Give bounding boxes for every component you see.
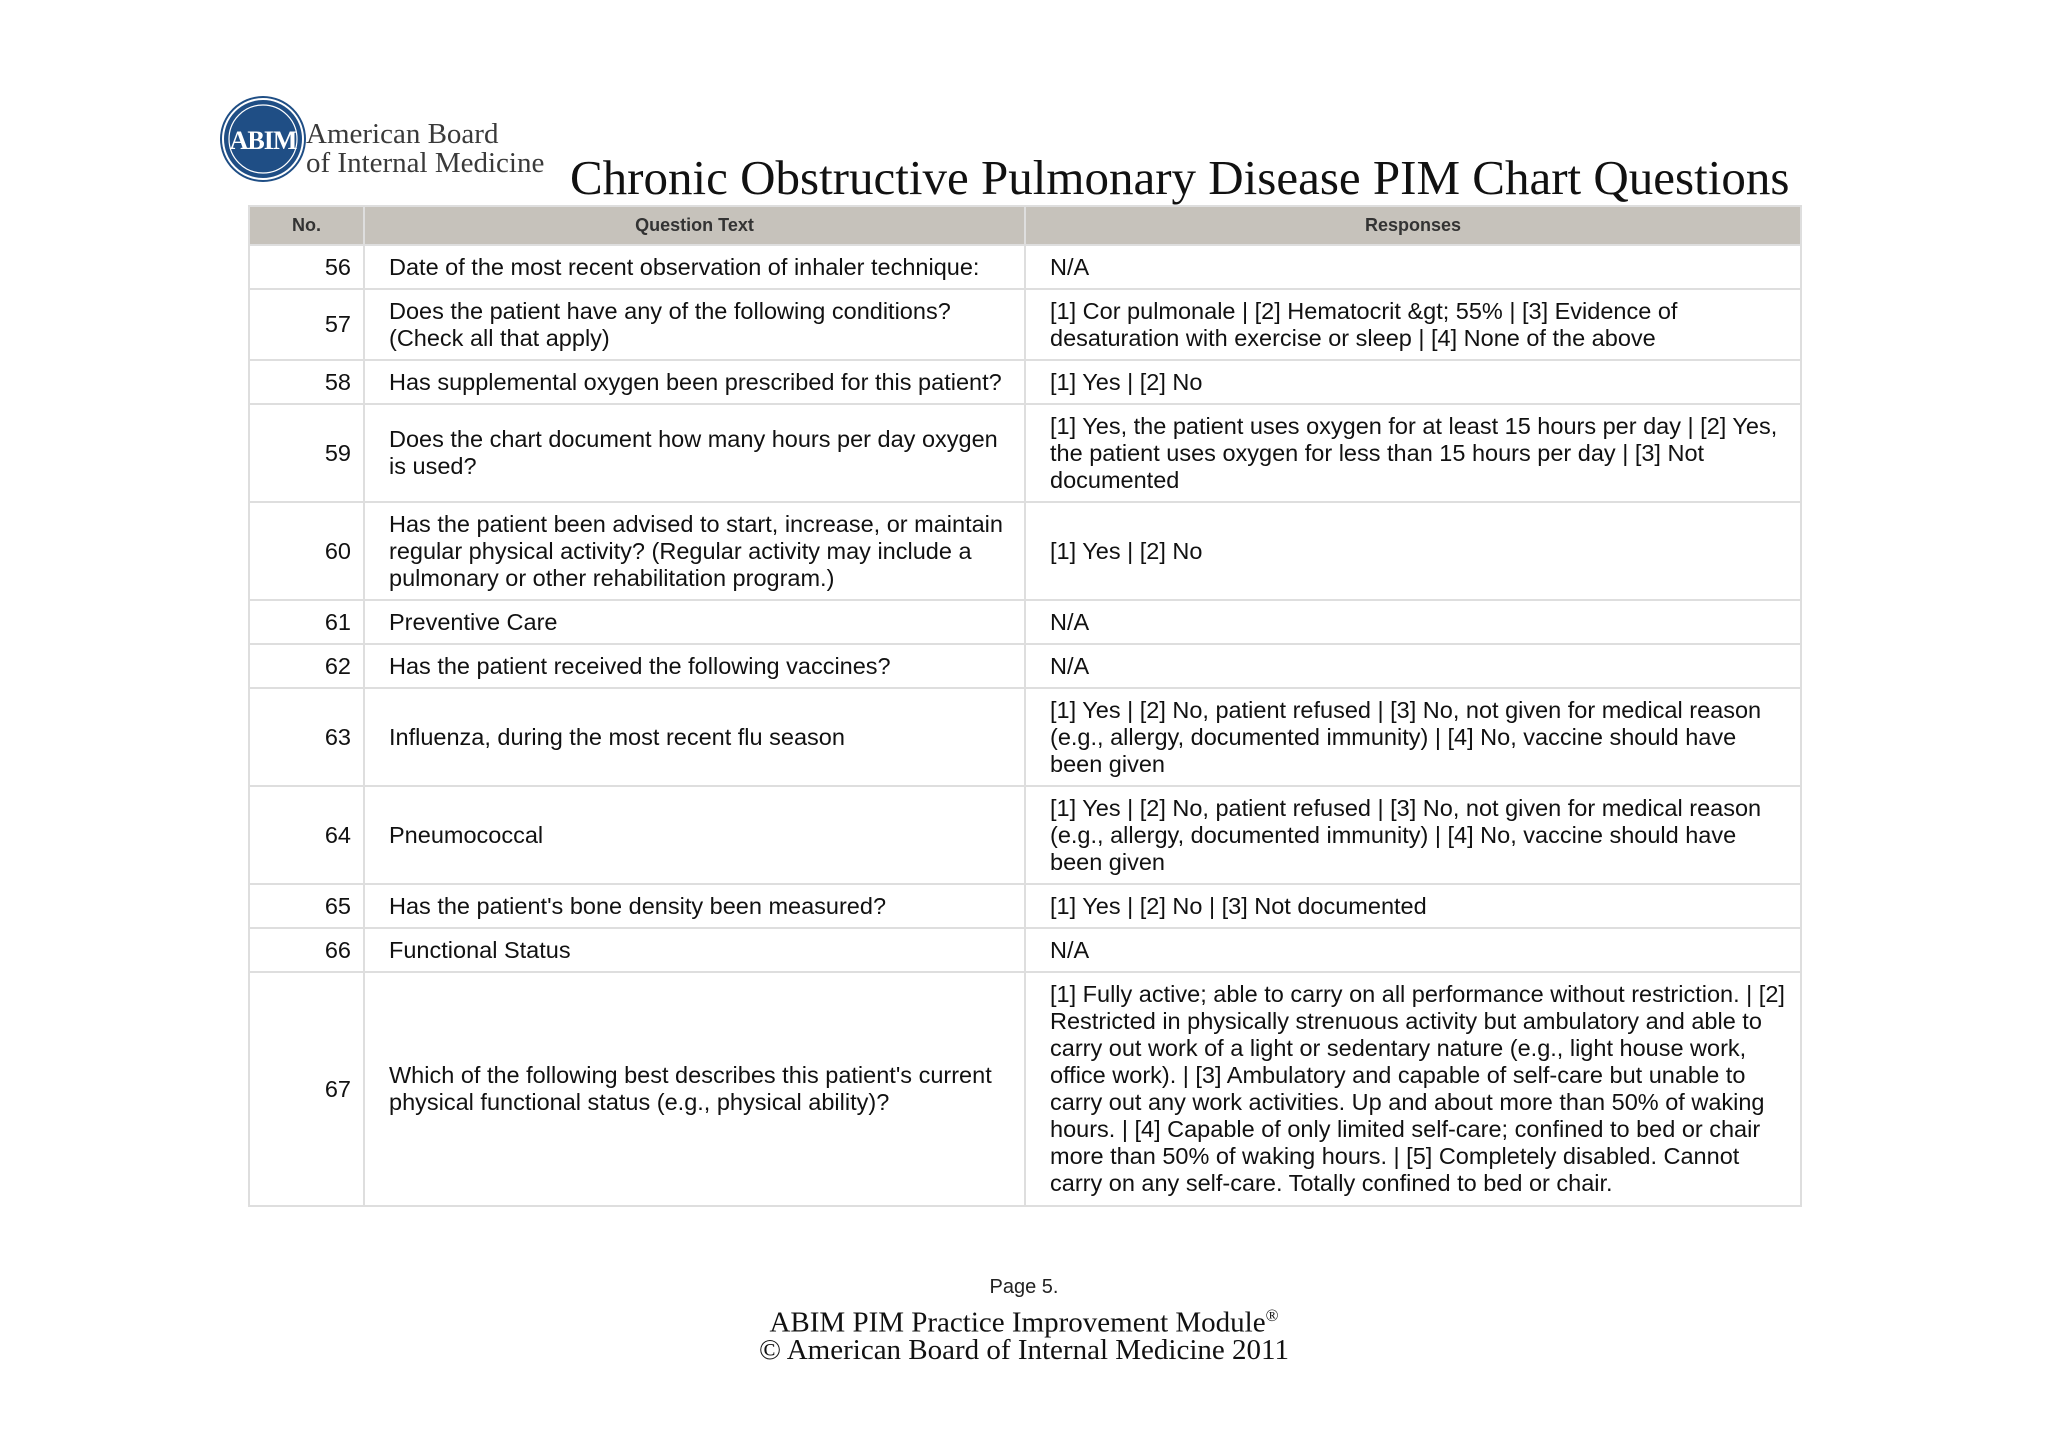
- question-text: Has supplemental oxygen been prescribed for this patient?: [364, 360, 1025, 404]
- row-number: 65: [249, 884, 364, 928]
- question-text: Pneumococcal: [364, 786, 1025, 884]
- table-row: [249, 404, 1801, 502]
- responses-text: [1] Yes | [2] No, patient refused | [3] No, not given for medical reason (e.g., allergy, documented immunity) | [4] No, vaccine should have been given: [1025, 786, 1801, 884]
- table-row: [249, 884, 1801, 928]
- table-row: [249, 688, 1801, 786]
- responses-text: [1] Yes, the patient uses oxygen for at least 15 hours per day | [2] Yes, the patient uses oxygen for less than 15 hours per day | [3] Not documented: [1025, 404, 1801, 502]
- responses-text: N/A: [1025, 245, 1801, 289]
- org-name-line-2: of Internal Medicine: [306, 147, 545, 179]
- org-name: [306, 120, 544, 178]
- row-number: 60: [249, 502, 364, 600]
- question-text: Which of the following best describes this patient's current physical functional status (e.g., physical ability)?: [364, 972, 1025, 1206]
- table-row: [249, 502, 1801, 600]
- responses-text: [1] Cor pulmonale | [2] Hematocrit &gt; 55% | [3] Evidence of desaturation with exercise or sleep | [4] None of the above: [1025, 289, 1801, 360]
- row-number: 58: [249, 360, 364, 404]
- row-number: 59: [249, 404, 364, 502]
- row-number: 63: [249, 688, 364, 786]
- table-row: [249, 972, 1801, 1206]
- question-text: Date of the most recent observation of inhaler technique:: [364, 245, 1025, 289]
- table-row: [249, 644, 1801, 688]
- module-name-text: ABIM PIM Practice Improvement Module: [769, 1306, 1266, 1339]
- question-text: Has the patient received the following vaccines?: [364, 644, 1025, 688]
- responses-text: [1] Yes | [2] No: [1025, 502, 1801, 600]
- row-number: 64: [249, 786, 364, 884]
- table-row: [249, 600, 1801, 644]
- questions-table: [248, 205, 1802, 1207]
- copyright-notice: © American Board of Internal Medicine 2011: [759, 1334, 1289, 1366]
- responses-text: N/A: [1025, 928, 1801, 972]
- table-row: [249, 360, 1801, 404]
- abim-seal-icon: [220, 96, 306, 182]
- responses-text: [1] Yes | [2] No: [1025, 360, 1801, 404]
- registered-mark: ®: [1265, 1306, 1279, 1325]
- table-row: [249, 928, 1801, 972]
- question-text: Functional Status: [364, 928, 1025, 972]
- document-title: Chronic Obstructive Pulmonary Disease PIM Chart Questions: [570, 150, 1790, 205]
- table-row: [249, 245, 1801, 289]
- question-text: Preventive Care: [364, 600, 1025, 644]
- column-header-no: No.: [249, 206, 364, 245]
- responses-text: N/A: [1025, 600, 1801, 644]
- question-text: Does the chart document how many hours per day oxygen is used?: [364, 404, 1025, 502]
- table-header-row: [249, 206, 1801, 245]
- responses-text: [1] Yes | [2] No | [3] Not documented: [1025, 884, 1801, 928]
- row-number: 62: [249, 644, 364, 688]
- abim-logo: [220, 94, 560, 184]
- row-number: 57: [249, 289, 364, 360]
- responses-text: N/A: [1025, 644, 1801, 688]
- row-number: 56: [249, 245, 364, 289]
- row-number: 67: [249, 972, 364, 1206]
- table-row: [249, 289, 1801, 360]
- question-text: Does the patient have any of the following conditions? (Check all that apply): [364, 289, 1025, 360]
- column-header-responses: Responses: [1025, 206, 1801, 245]
- row-number: 61: [249, 600, 364, 644]
- table-row: [249, 786, 1801, 884]
- responses-text: [1] Yes | [2] No, patient refused | [3] No, not given for medical reason (e.g., allergy, documented immunity) | [4] No, vaccine should have been given: [1025, 688, 1801, 786]
- logo-letters: ABIM: [229, 126, 297, 155]
- responses-text: [1] Fully active; able to carry on all performance without restriction. | [2] Restricted in physically strenuous activity but ambulatory and able to carry out work of a light or sedentary nature (e.g., light house work, office work). | [3] Ambulatory and capable of self-care but unable to carry out any work activities. Up and about more than 50% of waking hours. | [4] Capable of only limited self-care; confined to bed or chair more than 50% of waking hours. | [5] Completely disabled. Cannot carry on any self-care. Totally confined to bed or chair.: [1025, 972, 1801, 1206]
- column-header-question: Question Text: [364, 206, 1025, 245]
- page-number: Page 5.: [989, 1276, 1059, 1298]
- question-text: Has the patient been advised to start, increase, or maintain regular physical activity? (Regular activity may include a pulmonary or other rehabilitation program.): [364, 502, 1025, 600]
- question-text: Has the patient's bone density been measured?: [364, 884, 1025, 928]
- row-number: 66: [249, 928, 364, 972]
- org-name-line-1: American Board: [306, 118, 499, 150]
- question-text: Influenza, during the most recent flu season: [364, 688, 1025, 786]
